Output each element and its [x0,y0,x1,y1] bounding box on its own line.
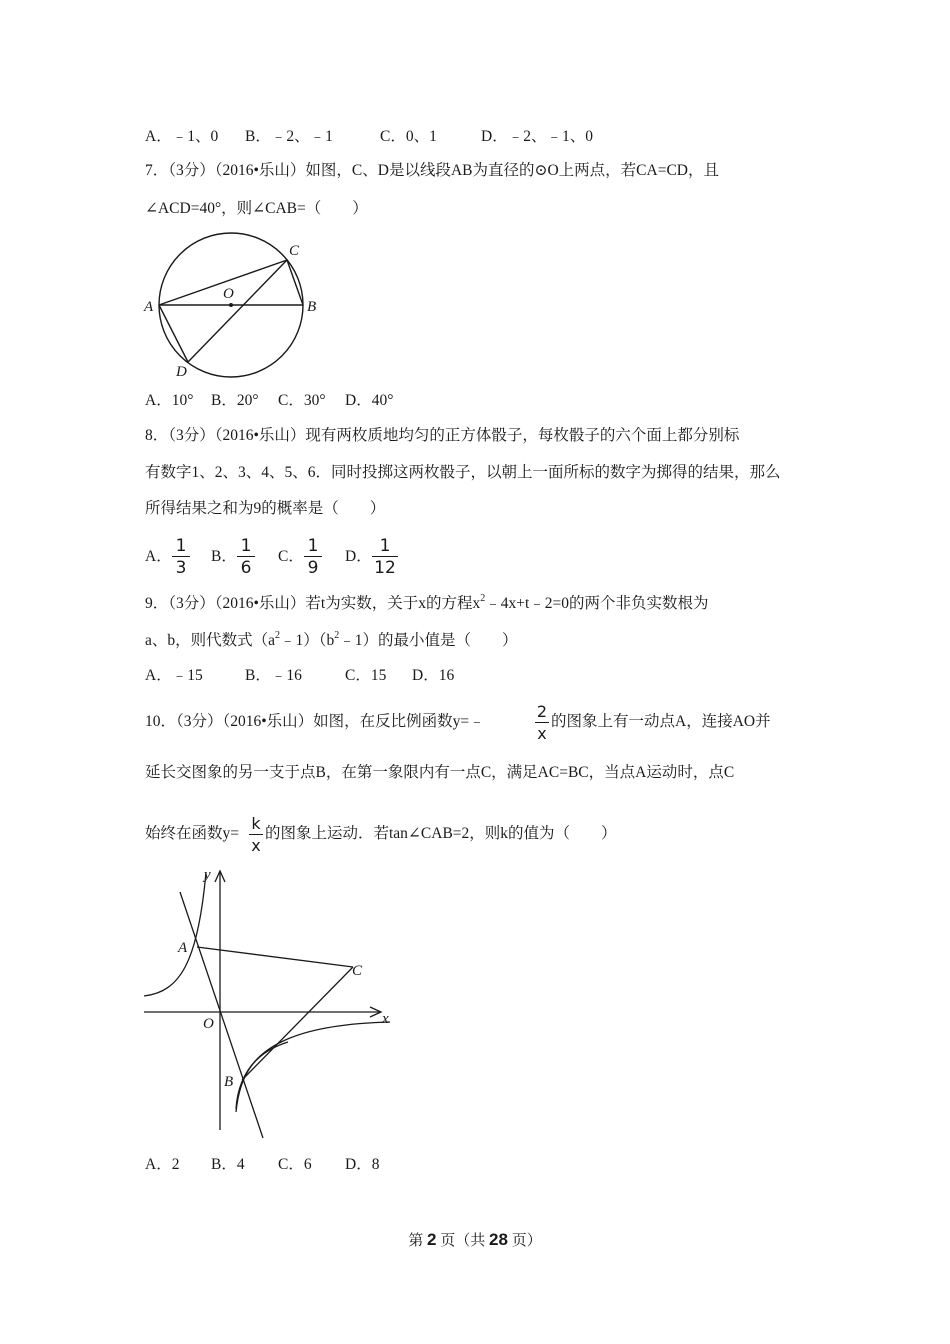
q6-option-a: A．﹣1、0 [145,128,219,145]
fraction-denominator: 9 [307,558,319,578]
label-d: D [176,364,187,380]
label-a: A [178,940,188,956]
label-c: C [289,243,300,259]
q10-stem-line1-a: 10．（3分）（2016•乐山）如图，在反比例函数y=﹣ [145,713,485,730]
q9-option-b: B．﹣16 [245,667,302,684]
q8-stem-line1: 8．（3分）（2016•乐山）现有两枚质地均匀的正方体骰子，每枚骰子的六个面上都分别标 [145,427,740,444]
line-ab [180,892,263,1138]
q7-option-a: A．10° [145,392,194,409]
hyperbola-branch-second-quadrant [144,872,206,996]
q7-stem-line2: ∠ACD=40°，则∠CAB=（ ） [145,200,368,217]
fraction-denominator: x [251,836,261,855]
q8-option-a-label: A． [145,548,172,565]
label-o: O [223,286,234,302]
q9-stem-line1: 9．（3分）（2016•乐山）若t为实数，关于x的方程$x^2﹣4x+t﹣2=0$的两个非负实数根为 [145,593,709,612]
q10-stem-line3-b: 的图象上运动．若tan∠CAB=2，则k的值为（ ） [265,825,617,842]
q10-option-d: D．8 [345,1156,380,1173]
footer-prefix: 第 [408,1233,424,1249]
q10-stem-line2: 延长交图象的另一支于点B，在第一象限内有一点C，满足AC=BC，当点A运动时，点C [145,764,735,781]
q10-option-a: A．2 [145,1156,180,1173]
label-b: B [224,1074,234,1090]
label-x: x [382,1011,389,1027]
q8-option-c-fraction [304,537,322,577]
q7-option-b: B．20° [211,392,259,409]
fraction-numerator: k [251,814,261,833]
q10-stem-line1-b: 的图象上有一动点A，连接AO并 [551,713,771,730]
center-dot [229,303,233,307]
q6-option-d: D．﹣2、﹣1、0 [481,128,593,145]
q7-stem-line1: 7．（3分）（2016•乐山）如图，C、D是以线段AB为直径的⊙O上两点，若CA=CD，且 [145,162,719,179]
q8-option-b-fraction [237,537,255,577]
fraction-numerator: 1 [240,536,252,556]
q8-option-d-fraction [372,537,398,577]
q10-fraction-k-over-x [249,815,263,855]
label-y: y [204,867,211,883]
q6-option-c: C．0、1 [380,128,437,145]
hyperbola-branch-fourth-quadrant [236,1022,390,1109]
label-b: B [307,299,317,315]
label-o: O [203,1016,214,1032]
fraction-numerator: 1 [307,536,319,556]
q7-circle-figure [140,230,330,385]
segment-ad [159,305,188,362]
segment-bc [242,967,353,1080]
q10-option-b: B．4 [211,1156,245,1173]
q9-option-c: C．15 [345,667,387,684]
q8-stem-line2: 有数字1、2、3、4、5、6．同时投掷这两枚骰子，以朝上一面所标的数字为掷得的结果，那么 [145,464,781,481]
label-a: A [144,299,154,315]
fraction-denominator: 6 [240,558,252,578]
footer-page-number: 2 [427,1230,437,1249]
fraction-denominator: x [537,724,547,743]
q8-option-b-label: B． [211,548,237,565]
segment-cd [188,260,287,362]
footer-middle: 页（共 [440,1233,486,1249]
fraction-denominator: 3 [175,558,187,578]
footer-total-pages: 28 [489,1230,508,1249]
segment-cb [287,260,303,305]
fraction-numerator: 2 [536,702,548,721]
page-footer [0,1229,950,1250]
q10-fraction-2-over-x [535,703,549,743]
q9-option-d: D．16 [412,667,455,684]
q9-option-a: A．﹣15 [145,667,203,684]
footer-suffix: 页） [511,1233,542,1249]
q10-stem-line3-a: 始终在函数y= [145,825,239,842]
q8-option-a-fraction [172,537,190,577]
q6-option-b: B．﹣2、﹣1 [245,128,333,145]
q7-option-d: D．40° [345,392,394,409]
q8-option-c-label: C． [278,548,304,565]
fraction-denominator: 12 [374,558,396,578]
q8-option-d-label: D． [345,548,372,565]
q7-option-c: C．30° [278,392,326,409]
label-c: C [352,963,363,979]
q10-option-c: C．6 [278,1156,312,1173]
fraction-numerator: 1 [379,536,391,556]
fraction-numerator: 1 [175,536,187,556]
q8-stem-line3: 所得结果之和为9的概率是（ ） [145,500,386,517]
q10-hyperbola-figure [140,862,400,1144]
q9-stem-line2: a、b，则代数式$(a^2﹣1)(b^2﹣1)$的最小值是（ ） [145,630,518,649]
